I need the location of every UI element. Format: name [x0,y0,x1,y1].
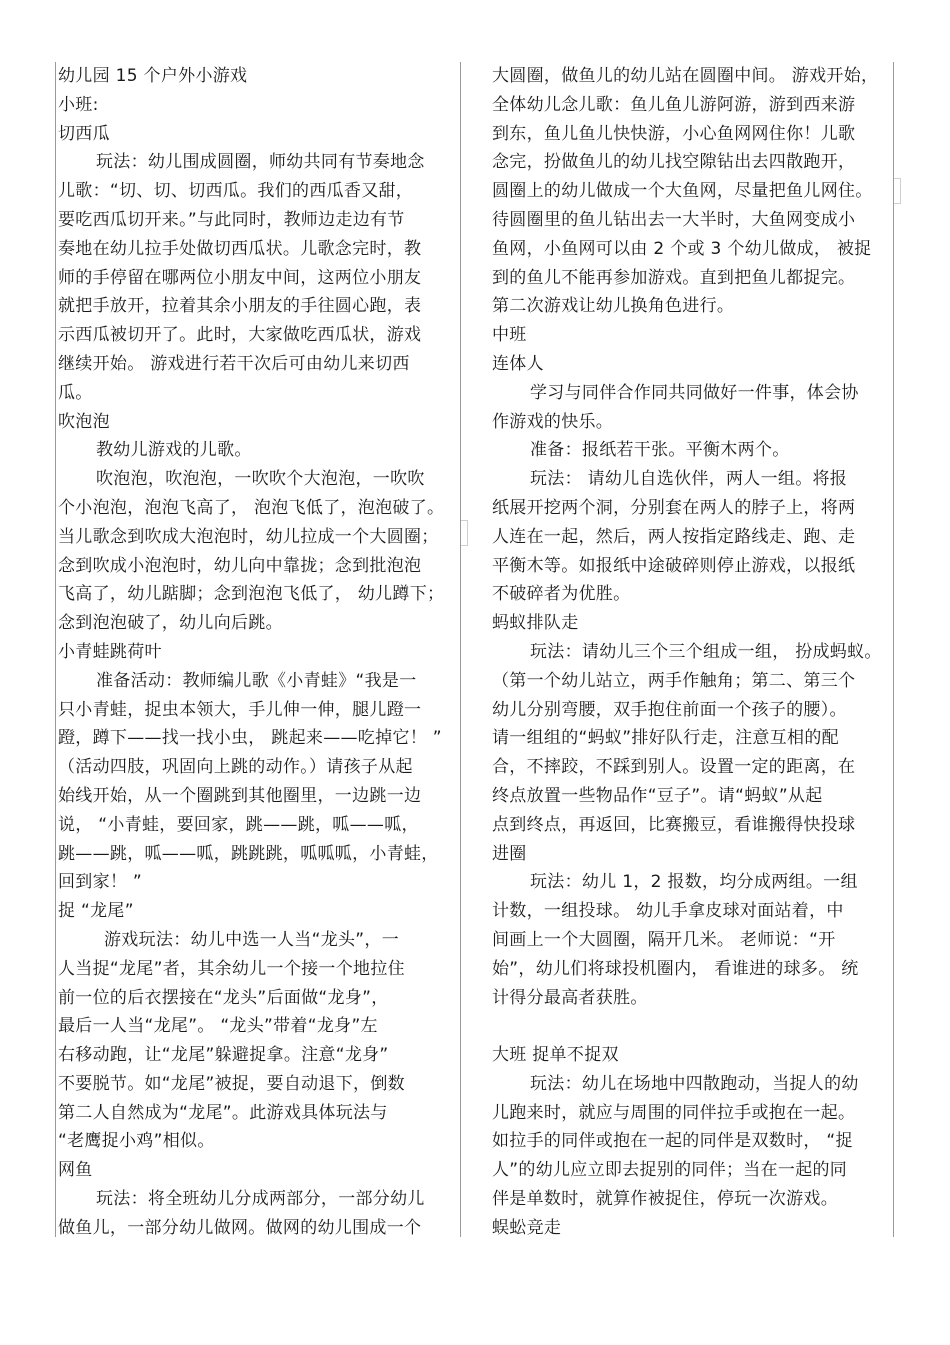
text-line: 到的鱼儿不能再参加游戏。直到把鱼儿都捉完。 [492,267,856,288]
text-line: 吹泡泡，吹泡泡，一吹吹个大泡泡，一吹吹 [96,469,425,490]
text-line: 准备活动：教师编儿歌《小青蛙》“我是一 [96,670,417,691]
text-line: 示西瓜被切开了。此时，大家做吃西瓜状，游戏 [58,325,422,346]
text-line: 进圈 [492,843,527,864]
text-line: 游戏玩法：幼儿中选一人当“龙头”，一 [104,929,400,950]
text-line: 个小泡泡，泡泡飞高了， 泡泡飞低了，泡泡破了。 [58,497,445,518]
right-text-column [492,62,892,1243]
text-line: （第一个幼儿站立，两手作触角；第二、第三个 [492,670,856,691]
text-line: 圆圈上的幼儿做成一个大鱼网，尽量把鱼儿网住。 [492,181,873,202]
text-line: 不要脱节。如“龙尾”被捉，要自动退下，倒数 [58,1073,405,1094]
text-line: 跳——跳，呱——呱，跳跳跳，呱呱呱，小青蛙， [58,843,439,864]
text-line: 待圆圈里的鱼儿钻出去一大半时，大鱼网变成小 [492,209,856,230]
text-line: 就把手放开，拉着其余小朋友的手往圆心跑，表 [58,296,422,317]
text-line: 合，不摔跤，不踩到别人。设置一定的距离，在 [492,757,856,778]
text-line: 说， “小青蛙，要回家，跳——跳，呱——呱， [58,814,419,835]
text-line: “老鹰捉小鸡”相似。 [58,1131,215,1152]
text-line: 念到泡泡破了，幼儿向后跳。 [58,613,283,634]
text-line: 教幼儿游戏的儿歌。 [96,440,252,461]
text-line: 不破碎者为优胜。 [492,584,631,605]
text-line: 小青蛙跳荷叶 [58,641,162,662]
text-line: 作游戏的快乐。 [492,411,614,432]
text-line: 儿跑来时，就应与周围的同伴拉手或抱在一起。 [492,1102,856,1123]
text-line: 玩法：幼儿围成圆圈，师幼共同有节奏地念 [96,152,425,173]
text-line: 伴是单数时，就算作被捉住，停玩一次游戏。 [492,1189,838,1210]
text-line: 继续开始。 游戏进行若干次后可由幼儿来切西 [58,353,410,374]
text-line: 玩法：幼儿在场地中四散跑动，当捉人的幼 [530,1073,859,1094]
text-line: 人”的幼儿应立即去捉别的同伴；当在一起的同 [492,1160,848,1181]
text-line: 大圆圈，做鱼儿的幼儿站在圆圈中间。 游戏开始， [492,66,879,86]
text-line: 全体幼儿念儿歌：鱼儿鱼儿游阿游，游到西来游 [492,94,856,115]
text-line: 人当捉“龙尾”者，其余幼儿一个接一个地拉住 [58,958,405,979]
text-line: 平衡木等。如报纸中途破碎则停止游戏，以报纸 [492,555,856,576]
text-line: 学习与同伴合作同共同做好一件事，体会协 [530,382,859,403]
text-line: 幼儿分别弯腰，双手抱住前面一个孩子的腰）。 [492,699,847,720]
text-line: 中班 [492,325,527,346]
text-line: 纸展开挖两个洞，分别套在两人的脖子上，将两 [492,497,856,518]
text-line: 念到吹成小泡泡时，幼儿向中靠拢；念到批泡泡 [58,555,422,576]
text-line: 第二人自然成为“龙尾”。此游戏具体玩法与 [58,1102,388,1123]
column-divider [460,62,461,1237]
text-line: 切西瓜 [58,123,110,144]
text-line: 小班: [58,94,99,115]
text-line: 做鱼儿，一部分幼儿做网。做网的幼儿围成一个 [58,1217,422,1238]
text-line: 第二次游戏让幼儿换角色进行。 [492,296,735,317]
text-line: 始线开始，从一个圈跳到其他圈里，一边跳一边 [58,785,422,806]
text-line: 始”，幼儿们将球投机圈内， 看谁进的球多。 统 [492,958,859,979]
text-line: 到东，鱼儿鱼儿快快游，小心鱼网网住你！儿歌 [492,123,856,144]
text-line: 连体人 [492,353,544,374]
text-line: 只小青蛙，捉虫本领大，手儿伸一伸，腿儿蹬一 [58,699,422,720]
text-line: 捉 “龙尾” [58,901,134,922]
text-line: 要吃西瓜切开来。”与此同时，教师边走边有节 [58,209,405,230]
text-line: 人连在一起，然后，两人按指定路线走、跑、走 [492,526,856,547]
text-line: 终点放置一些物品作“豆子”。请“蚂蚁”从起 [492,785,823,806]
text-line: （活动四肢，巩固向上跳的动作。）请孩子从起 [58,757,413,778]
text-line: 最后一人当“龙尾”。 “龙头”带着“龙身”左 [58,1016,378,1037]
text-line: 玩法：将全班幼儿分成两部分，一部分幼儿 [96,1189,425,1210]
text-line: 蹬，蹲下——找一找小虫， 跳起来——吃掉它！ ” [58,728,442,749]
text-line: 点到终点，再返回，比赛搬豆，看谁搬得快投球 [492,814,856,835]
text-line: 儿歌：“切、切、切西瓜。我们的西瓜香又甜， [58,181,414,202]
text-line: 网鱼 [58,1160,93,1181]
text-line: 玩法：幼儿 1，2 报数，均分成两组。一组 [530,872,858,893]
text-line: 玩法：请幼儿三个三个组成一组， 扮成蚂蚁。 [530,641,882,662]
text-line: 回到家！ ” [58,872,143,893]
text-line: 前一位的后衣摆接在“龙头”后面做“龙身”， [58,987,389,1008]
text-line: 计得分最高者获胜。 [492,987,648,1008]
text-line: 念完，扮做鱼儿的幼儿找空隙钻出去四散跑开， [492,152,856,173]
text-line: 蜈蚣竞走 [492,1217,562,1238]
text-line: 请一组组的“蚂蚁”排好队行走，注意互相的配 [492,728,839,749]
text-line: 幼儿园 15 个户外小游戏 [58,66,248,86]
left-text-column [58,62,458,1243]
text-line: 准备：报纸若干张。平衡木两个。 [530,440,790,461]
text-line: 瓜。 [58,382,93,403]
text-line: 师的手停留在哪两位小朋友中间，这两位小朋友 [58,267,422,288]
text-line: 飞高了，幼儿踮脚；念到泡泡飞低了， 幼儿蹲下； [58,584,445,605]
right-column-rule [893,62,894,1237]
text-line: 大班 捉单不捉双 [492,1045,619,1066]
text-line: 间画上一个大圆圈，隔开几米。 老师说：“开 [492,929,836,950]
text-line: 玩法： 请幼儿自选伙伴，两人一组。将报 [530,469,848,490]
text-line: 奏地在幼儿拉手处做切西瓜状。儿歌念完时，教 [58,238,422,259]
text-line: 蚂蚁排队走 [492,613,579,634]
margin-bracket-mark [894,178,901,204]
divider-bracket-mark [461,520,468,546]
text-line: 右移动跑，让“龙尾”躲避捉拿。注意“龙身” [58,1045,389,1066]
text-line: 计数，一组投球。 幼儿手拿皮球对面站着，中 [492,901,844,922]
text-line: 当儿歌念到吹成大泡泡时，幼儿拉成一个大圆圈； [58,526,439,547]
text-line: 鱼网，小鱼网可以由 2 个或 3 个幼儿做成， 被捉 [492,238,872,259]
left-column-rule [55,62,56,1237]
text-line: 如拉手的同伴或抱在一起的同伴是双数时， “捉 [492,1131,853,1152]
text-line: 吹泡泡 [58,411,110,432]
text-line [492,1012,892,1041]
